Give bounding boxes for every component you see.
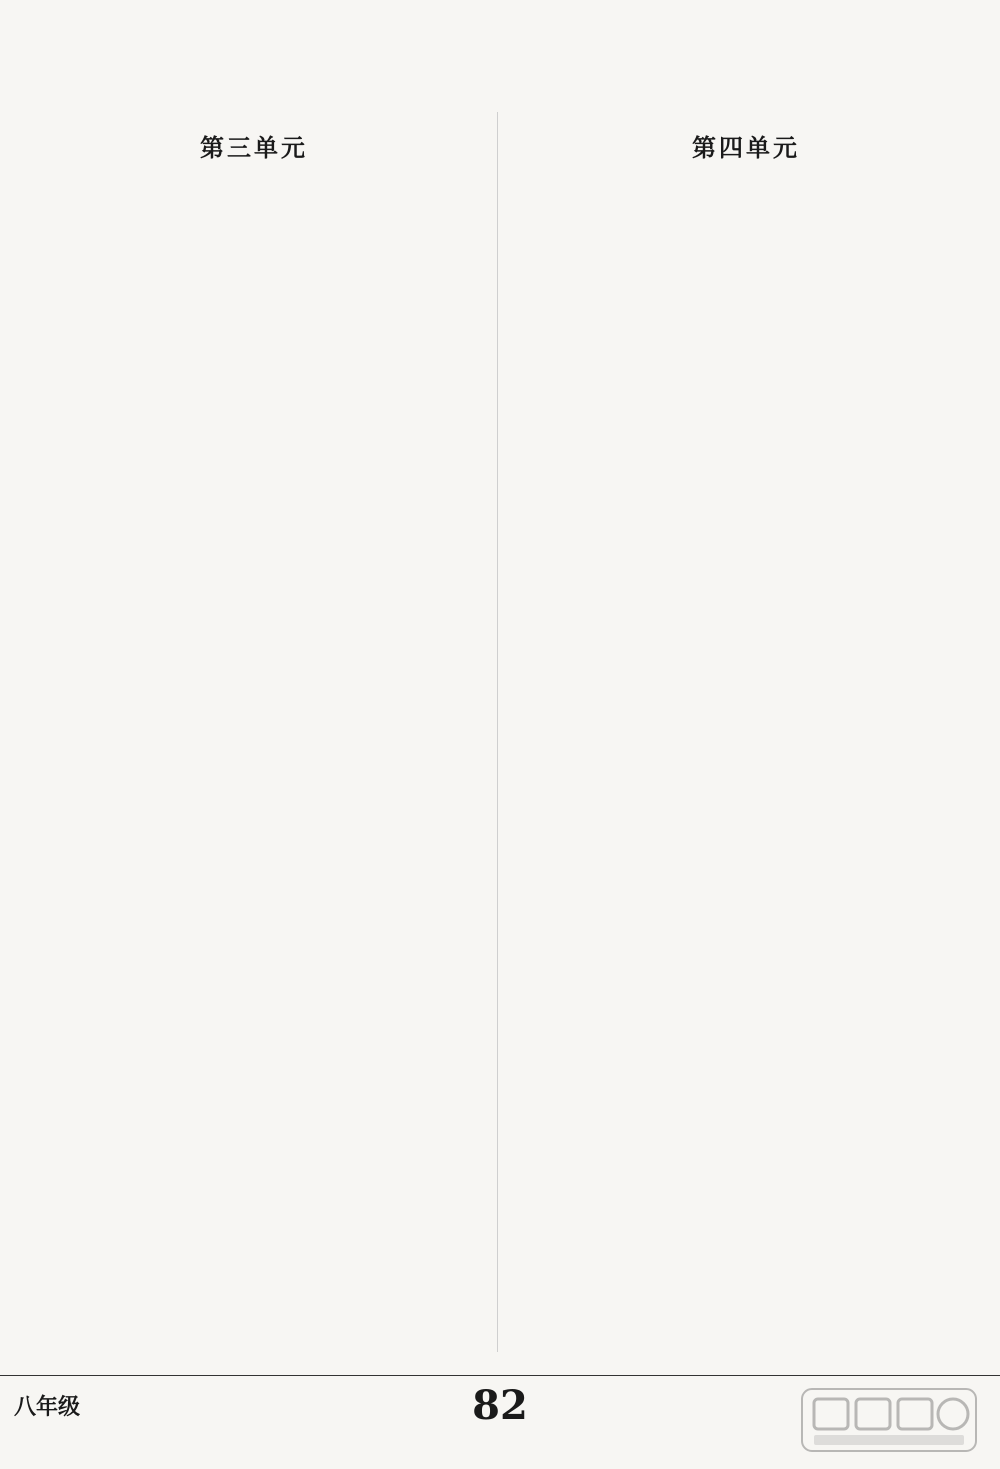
grade-label: 八年级 <box>14 1394 81 1420</box>
unit3-title: 第三单元 <box>200 133 308 162</box>
unit4-title: 第四单元 <box>692 133 800 162</box>
left-column <box>30 112 478 181</box>
column-divider <box>497 112 498 1352</box>
page-number: 82 <box>472 1382 528 1429</box>
watermark-logo <box>800 1387 978 1453</box>
right-column <box>522 112 970 181</box>
